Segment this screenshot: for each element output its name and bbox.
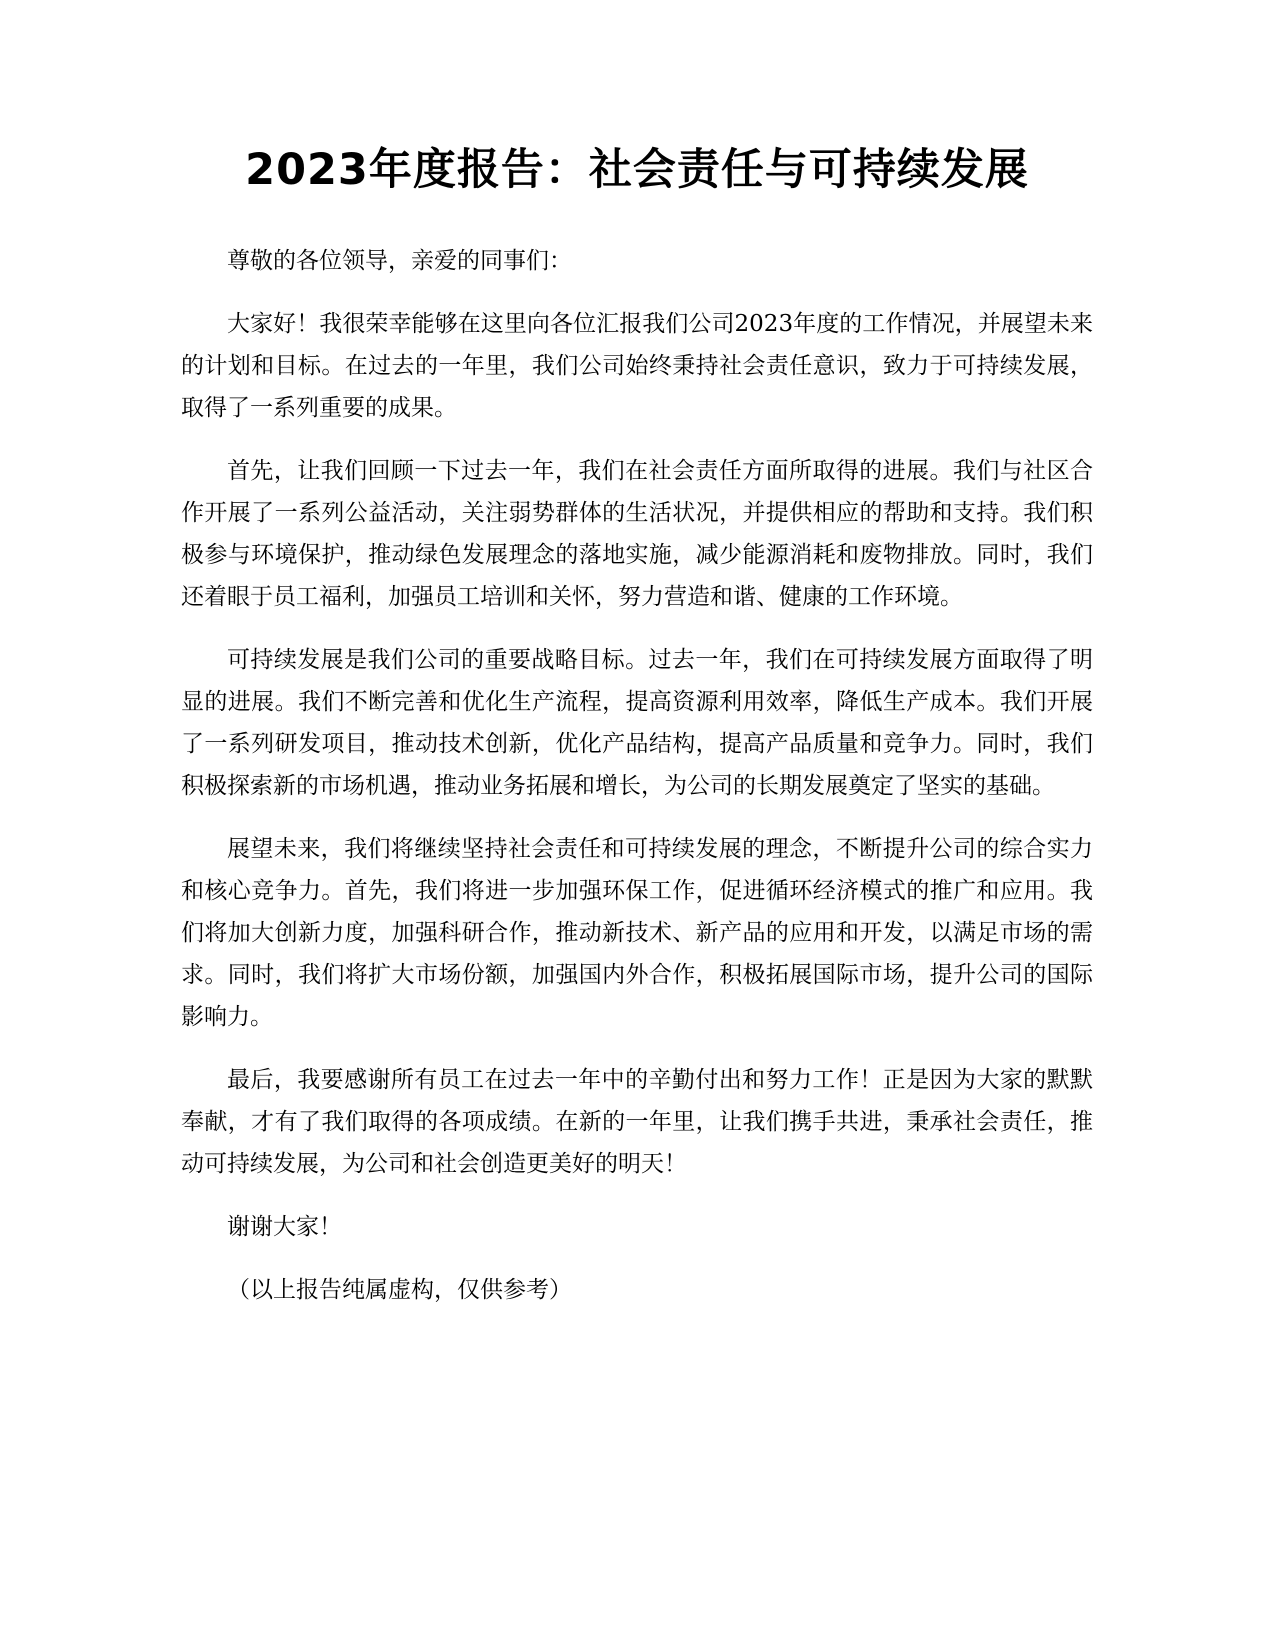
paragraph-closing: 谢谢大家！ <box>227 1214 342 1240</box>
paragraph-social-responsibility: 首先，让我们回顾一下过去一年，我们在社会责任方面所取得的进展。我们与社区合作开展了一系列公益活动，关注弱势群体的生活状况，并提供相应的帮助和支持。我们积极参与环境保护，推动绿色发展理念的落地实施，减少能源消耗和废物排放。同时，我们还着眼于员工福利，加强员工培训和关怀，努力营造和谐、健康的工作环境。 <box>181 458 1093 610</box>
paragraph-disclaimer: （以上报告纯属虚构，仅供参考） <box>227 1277 572 1303</box>
document-page <box>181 138 1093 1332</box>
paragraph-thanks-staff: 最后，我要感谢所有员工在过去一年中的辛勤付出和努力工作！正是因为大家的默默奉献，才有了我们取得的各项成绩。在新的一年里，让我们携手共进，秉承社会责任，推动可持续发展，为公司和社会创造更美好的明天！ <box>181 1067 1093 1177</box>
document-title: 2023年度报告：社会责任与可持续发展 <box>245 145 1029 195</box>
paragraph-greeting: 大家好！我很荣幸能够在这里向各位汇报我们公司2023年度的工作情况，并展望未来的计划和目标。在过去的一年里，我们公司始终秉持社会责任意识，致力于可持续发展，取得了一系列重要的成果。 <box>181 311 1093 421</box>
paragraph-salutation: 尊敬的各位领导，亲爱的同事们： <box>227 248 572 274</box>
paragraph-sustainability: 可持续发展是我们公司的重要战略目标。过去一年，我们在可持续发展方面取得了明显的进展。我们不断完善和优化生产流程，提高资源利用效率，降低生产成本。我们开展了一系列研发项目，推动技术创新，优化产品结构，提高产品质量和竞争力。同时，我们积极探索新的市场机遇，推动业务拓展和增长，为公司的长期发展奠定了坚实的基础。 <box>181 647 1093 799</box>
paragraph-outlook: 展望未来，我们将继续坚持社会责任和可持续发展的理念，不断提升公司的综合实力和核心竞争力。首先，我们将进一步加强环保工作，促进循环经济模式的推广和应用。我们将加大创新力度，加强科研合作，推动新技术、新产品的应用和开发，以满足市场的需求。同时，我们将扩大市场份额，加强国内外合作，积极拓展国际市场，提升公司的国际影响力。 <box>181 836 1093 1030</box>
